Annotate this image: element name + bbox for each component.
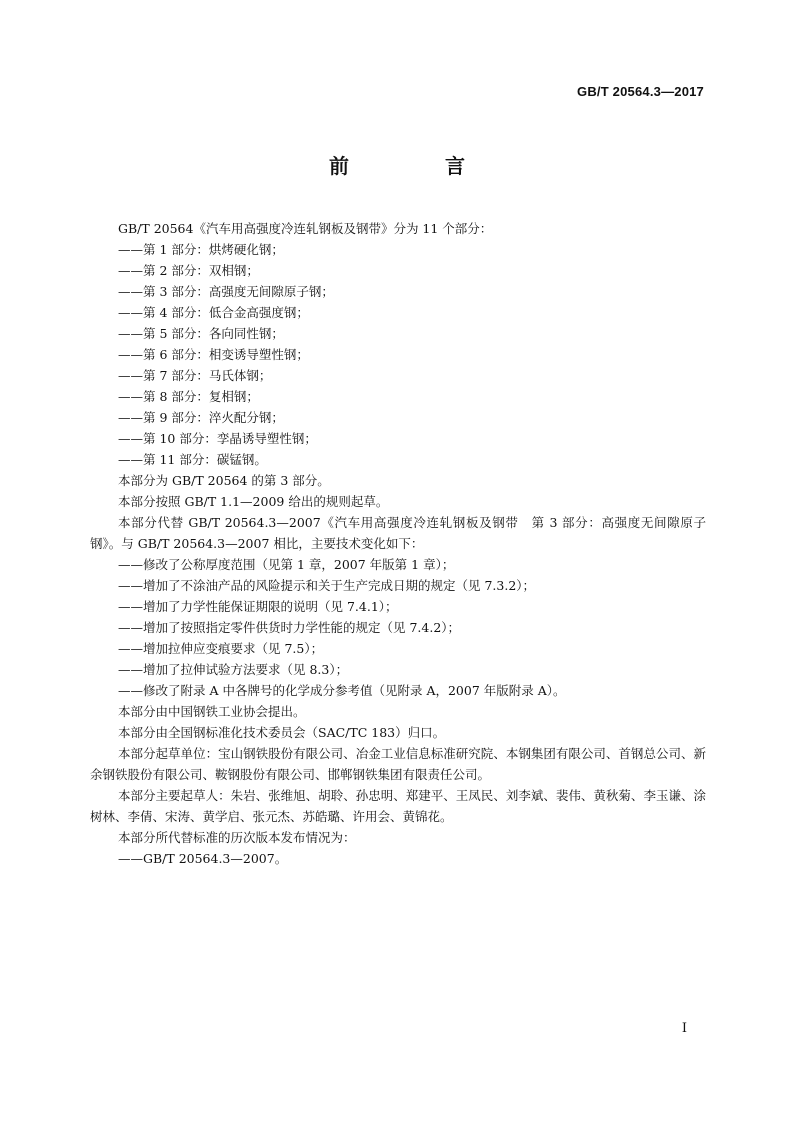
list-item: ——第 4 部分：低合金高强度钢；: [118, 305, 309, 320]
standard-code: GB/T 20564.3—2017: [577, 84, 704, 99]
paragraph: 本部分为 GB/T 20564 的第 3 部分。: [118, 473, 330, 488]
paragraph: 本部分由全国钢标准化技术委员会（SAC/TC 183）归口。: [118, 725, 446, 740]
list-item: ——第 9 部分：淬火配分钢；: [118, 410, 284, 425]
list-item: ——增加了不涂油产品的风险提示和关于生产完成日期的规定（见 7.3.2）；: [118, 578, 536, 593]
page-number: I: [681, 1021, 687, 1036]
list-item: ——修改了公称厚度范围（见第 1 章，2007 年版第 1 章）；: [118, 557, 455, 572]
paragraph: 本部分起草单位：宝山钢铁股份有限公司、冶金工业信息标准研究院、本钢集团有限公司、首钢总公司、新余钢铁股份有限公司、鞍钢股份有限公司、邯郸钢铁集团有限责任公司。: [90, 746, 706, 782]
list-item: ——增加了力学性能保证期限的说明（见 7.4.1）；: [118, 599, 398, 614]
paragraph: 本部分按照 GB/T 1.1—2009 给出的规则起草。: [118, 494, 389, 509]
paragraph: 本部分所代替标准的历次版本发布情况为：: [118, 830, 356, 845]
list-item: ——第 6 部分：相变诱导塑性钢；: [118, 347, 309, 362]
list-item: ——增加了拉伸试验方法要求（见 8.3）；: [118, 662, 349, 677]
list-item: ——第 1 部分：烘烤硬化钢；: [118, 242, 284, 257]
list-item: ——增加了按照指定零件供货时力学性能的规定（见 7.4.2）；: [118, 620, 461, 635]
document-body: [90, 218, 706, 869]
paragraph: 本部分由中国钢铁工业协会提出。: [118, 704, 306, 719]
list-item: ——第 2 部分：双相钢；: [118, 263, 259, 278]
list-item: ——第 7 部分：马氏体钢；: [118, 368, 272, 383]
list-item: ——增加拉伸应变痕要求（见 7.5）；: [118, 641, 324, 656]
list-item: ——第 5 部分：各向同性钢；: [118, 326, 284, 341]
paragraph: 本部分代替 GB/T 20564.3—2007《汽车用高强度冷连轧钢板及钢带 第 3 部分：高强度无间隙原子钢》。与 GB/T 20564.3—2007 相比，主要技术变化如下：: [90, 515, 706, 551]
paragraph: 本部分主要起草人：朱岩、张维旭、胡聆、孙忠明、郑建平、王凤民、刘李斌、裴伟、黄秋菊、李玉谦、涂树林、李倩、宋涛、黄学启、张元杰、苏皓璐、许用会、黄锦花。: [90, 788, 706, 824]
list-item: ——第 10 部分：孪晶诱导塑性钢；: [118, 431, 317, 446]
page-title: 前 言: [329, 154, 503, 178]
paragraph: GB/T 20564《汽车用高强度冷连轧钢板及钢带》分为 11 个部分：: [118, 221, 493, 236]
list-item: ——第 11 部分：碳锰钢。: [118, 452, 267, 467]
list-item: ——修改了附录 A 中各牌号的化学成分参考值（见附录 A，2007 年版附录 A）。: [118, 683, 566, 698]
list-item: ——第 8 部分：复相钢；: [118, 389, 259, 404]
list-item: ——第 3 部分：高强度无间隙原子钢；: [118, 284, 334, 299]
list-item: ——GB/T 20564.3—2007。: [118, 851, 288, 866]
